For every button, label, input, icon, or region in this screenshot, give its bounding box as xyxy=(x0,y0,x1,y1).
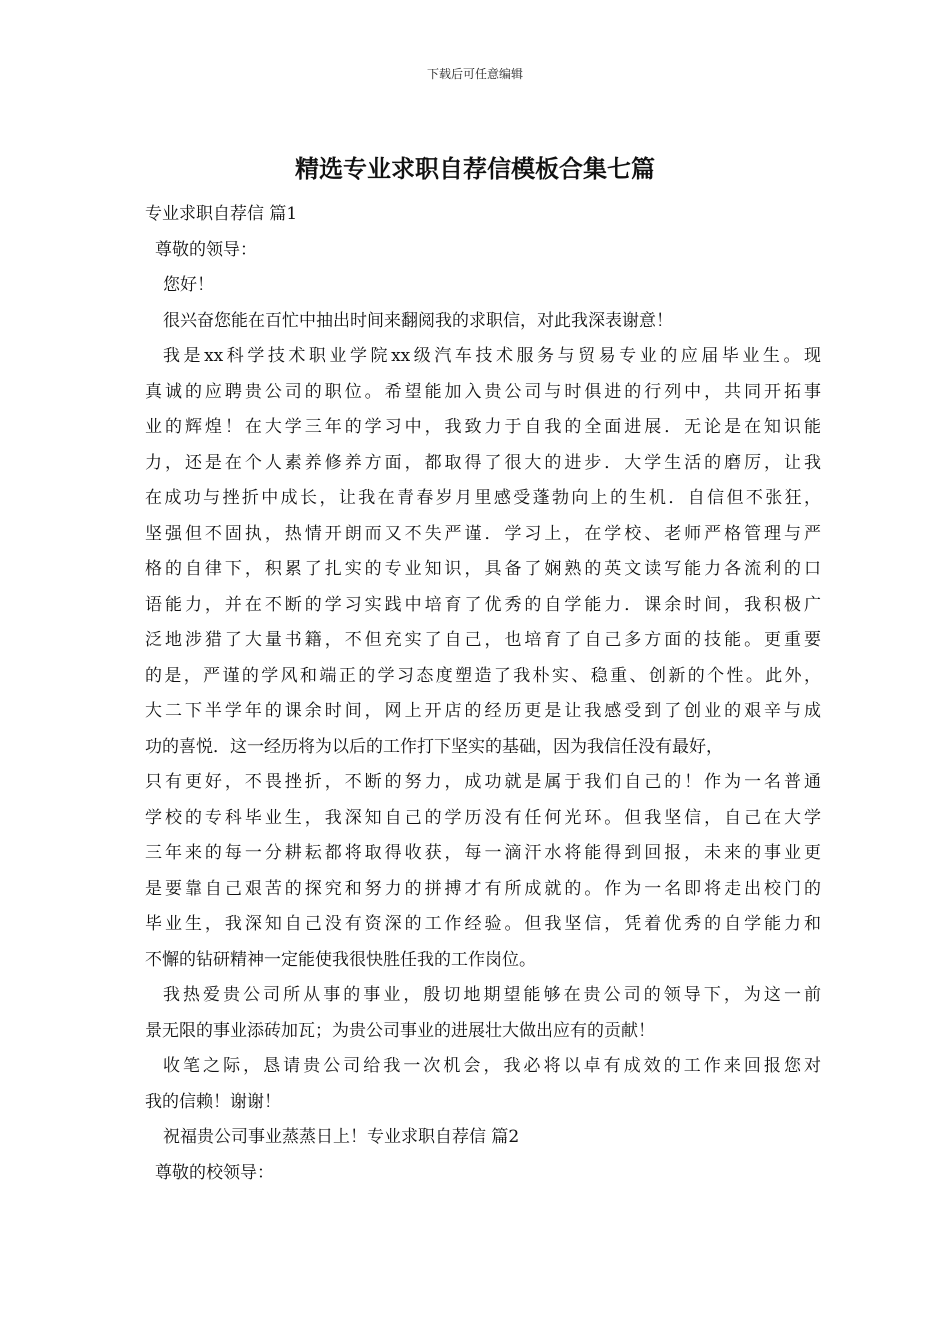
salutation: 尊敬的校领导： xyxy=(155,1162,274,1183)
paragraph-line: 在成功与挫折中成长，让我在青春岁月里感受蓬勃向上的生机．自信但不张狂， xyxy=(145,488,821,508)
header-note: 下载后可任意编辑 xyxy=(426,67,523,81)
salutation: 尊敬的领导： xyxy=(155,239,257,260)
paragraph-line: 祝福贵公司事业蒸蒸日上！专业求职自荐信 篇2 xyxy=(163,1127,520,1147)
paragraph-line: 是要靠自己艰苦的探究和努力的拼搏才有所成就的。作为一名即将走出校门的 xyxy=(145,878,821,899)
paragraph-line: 收笔之际，恳请贵公司给我一次机会，我必将以卓有成效的工作来回报您对 xyxy=(163,1056,821,1076)
paragraph-line: 真诚的应聘贵公司的职位。希望能加入贵公司与时俱进的行列中，共同开拓事 xyxy=(145,381,821,402)
document-title: 精选专业求职自荐信模板合集七篇 xyxy=(295,154,655,183)
document-body xyxy=(145,197,821,1191)
paragraph-line: 的是，严谨的学风和端正的学习态度塑造了我朴实、稳重、创新的个性。此外， xyxy=(145,665,821,686)
paragraph-line: 我热爱贵公司所从事的事业，殷切地期望能够在贵公司的领导下，为这一前 xyxy=(163,985,821,1005)
paragraph-line: 三年来的每一分耕耘都将取得收获，每一滴汗水将能得到回报，未来的事业更 xyxy=(145,843,821,863)
paragraph-line: 我的信赖！谢谢！ xyxy=(145,1091,281,1112)
section-heading: 专业求职自荐信 篇1 xyxy=(145,204,298,224)
greeting: 您好！ xyxy=(163,275,214,295)
paragraph-line: 只有更好，不畏挫折，不断的努力，成功就是属于我们自己的！作为一名普通 xyxy=(145,772,821,792)
paragraph-line: 不懈的钻研精神一定能使我很快胜任我的工作岗位。 xyxy=(145,949,536,970)
paragraph-line: 大二下半学年的课余时间，网上开店的经历更是让我感受到了创业的艰辛与成 xyxy=(145,701,821,721)
paragraph-line: 坚强但不固执，热情开朗而又不失严谨．学习上，在学校、老师严格管理与严 xyxy=(145,523,821,544)
paragraph-line: 毕业生，我深知自己没有资深的工作经验。但我坚信，凭着优秀的自学能力和 xyxy=(145,914,821,934)
paragraph-line: 很兴奋您能在百忙中抽出时间来翻阅我的求职信，对此我深表谢意！ xyxy=(163,310,673,331)
paragraph-line: 我是xx科学技术职业学院xx级汽车技术服务与贸易专业的应届毕业生。现 xyxy=(163,346,821,366)
paragraph-line: 格的自律下，积累了扎实的专业知识，具备了娴熟的英文读写能力各流利的口 xyxy=(145,559,821,579)
paragraph-line: 学校的专科毕业生，我深知自己的学历没有任何光环。但我坚信，自己在大学 xyxy=(145,807,821,828)
paragraph-line: 泛地涉猎了大量书籍，不但充实了自己，也培育了自己多方面的技能。更重要 xyxy=(145,630,821,650)
paragraph-line: 力，还是在个人素养修养方面，都取得了很大的进步．大学生活的磨厉，让我 xyxy=(145,452,821,473)
paragraph-line: 功的喜悦．这一经历将为以后的工作打下坚实的基础，因为我信任没有最好， xyxy=(145,736,723,757)
paragraph-line: 业的辉煌！在大学三年的学习中，我致力于自我的全面进展．无论是在知识能 xyxy=(145,417,821,437)
paragraph-line: 景无限的事业添砖加瓦；为贵公司事业的进展壮大做出应有的贡献！ xyxy=(145,1020,655,1041)
paragraph-line: 语能力，并在不断的学习实践中培育了优秀的自学能力．课余时间，我积极广 xyxy=(145,594,821,615)
